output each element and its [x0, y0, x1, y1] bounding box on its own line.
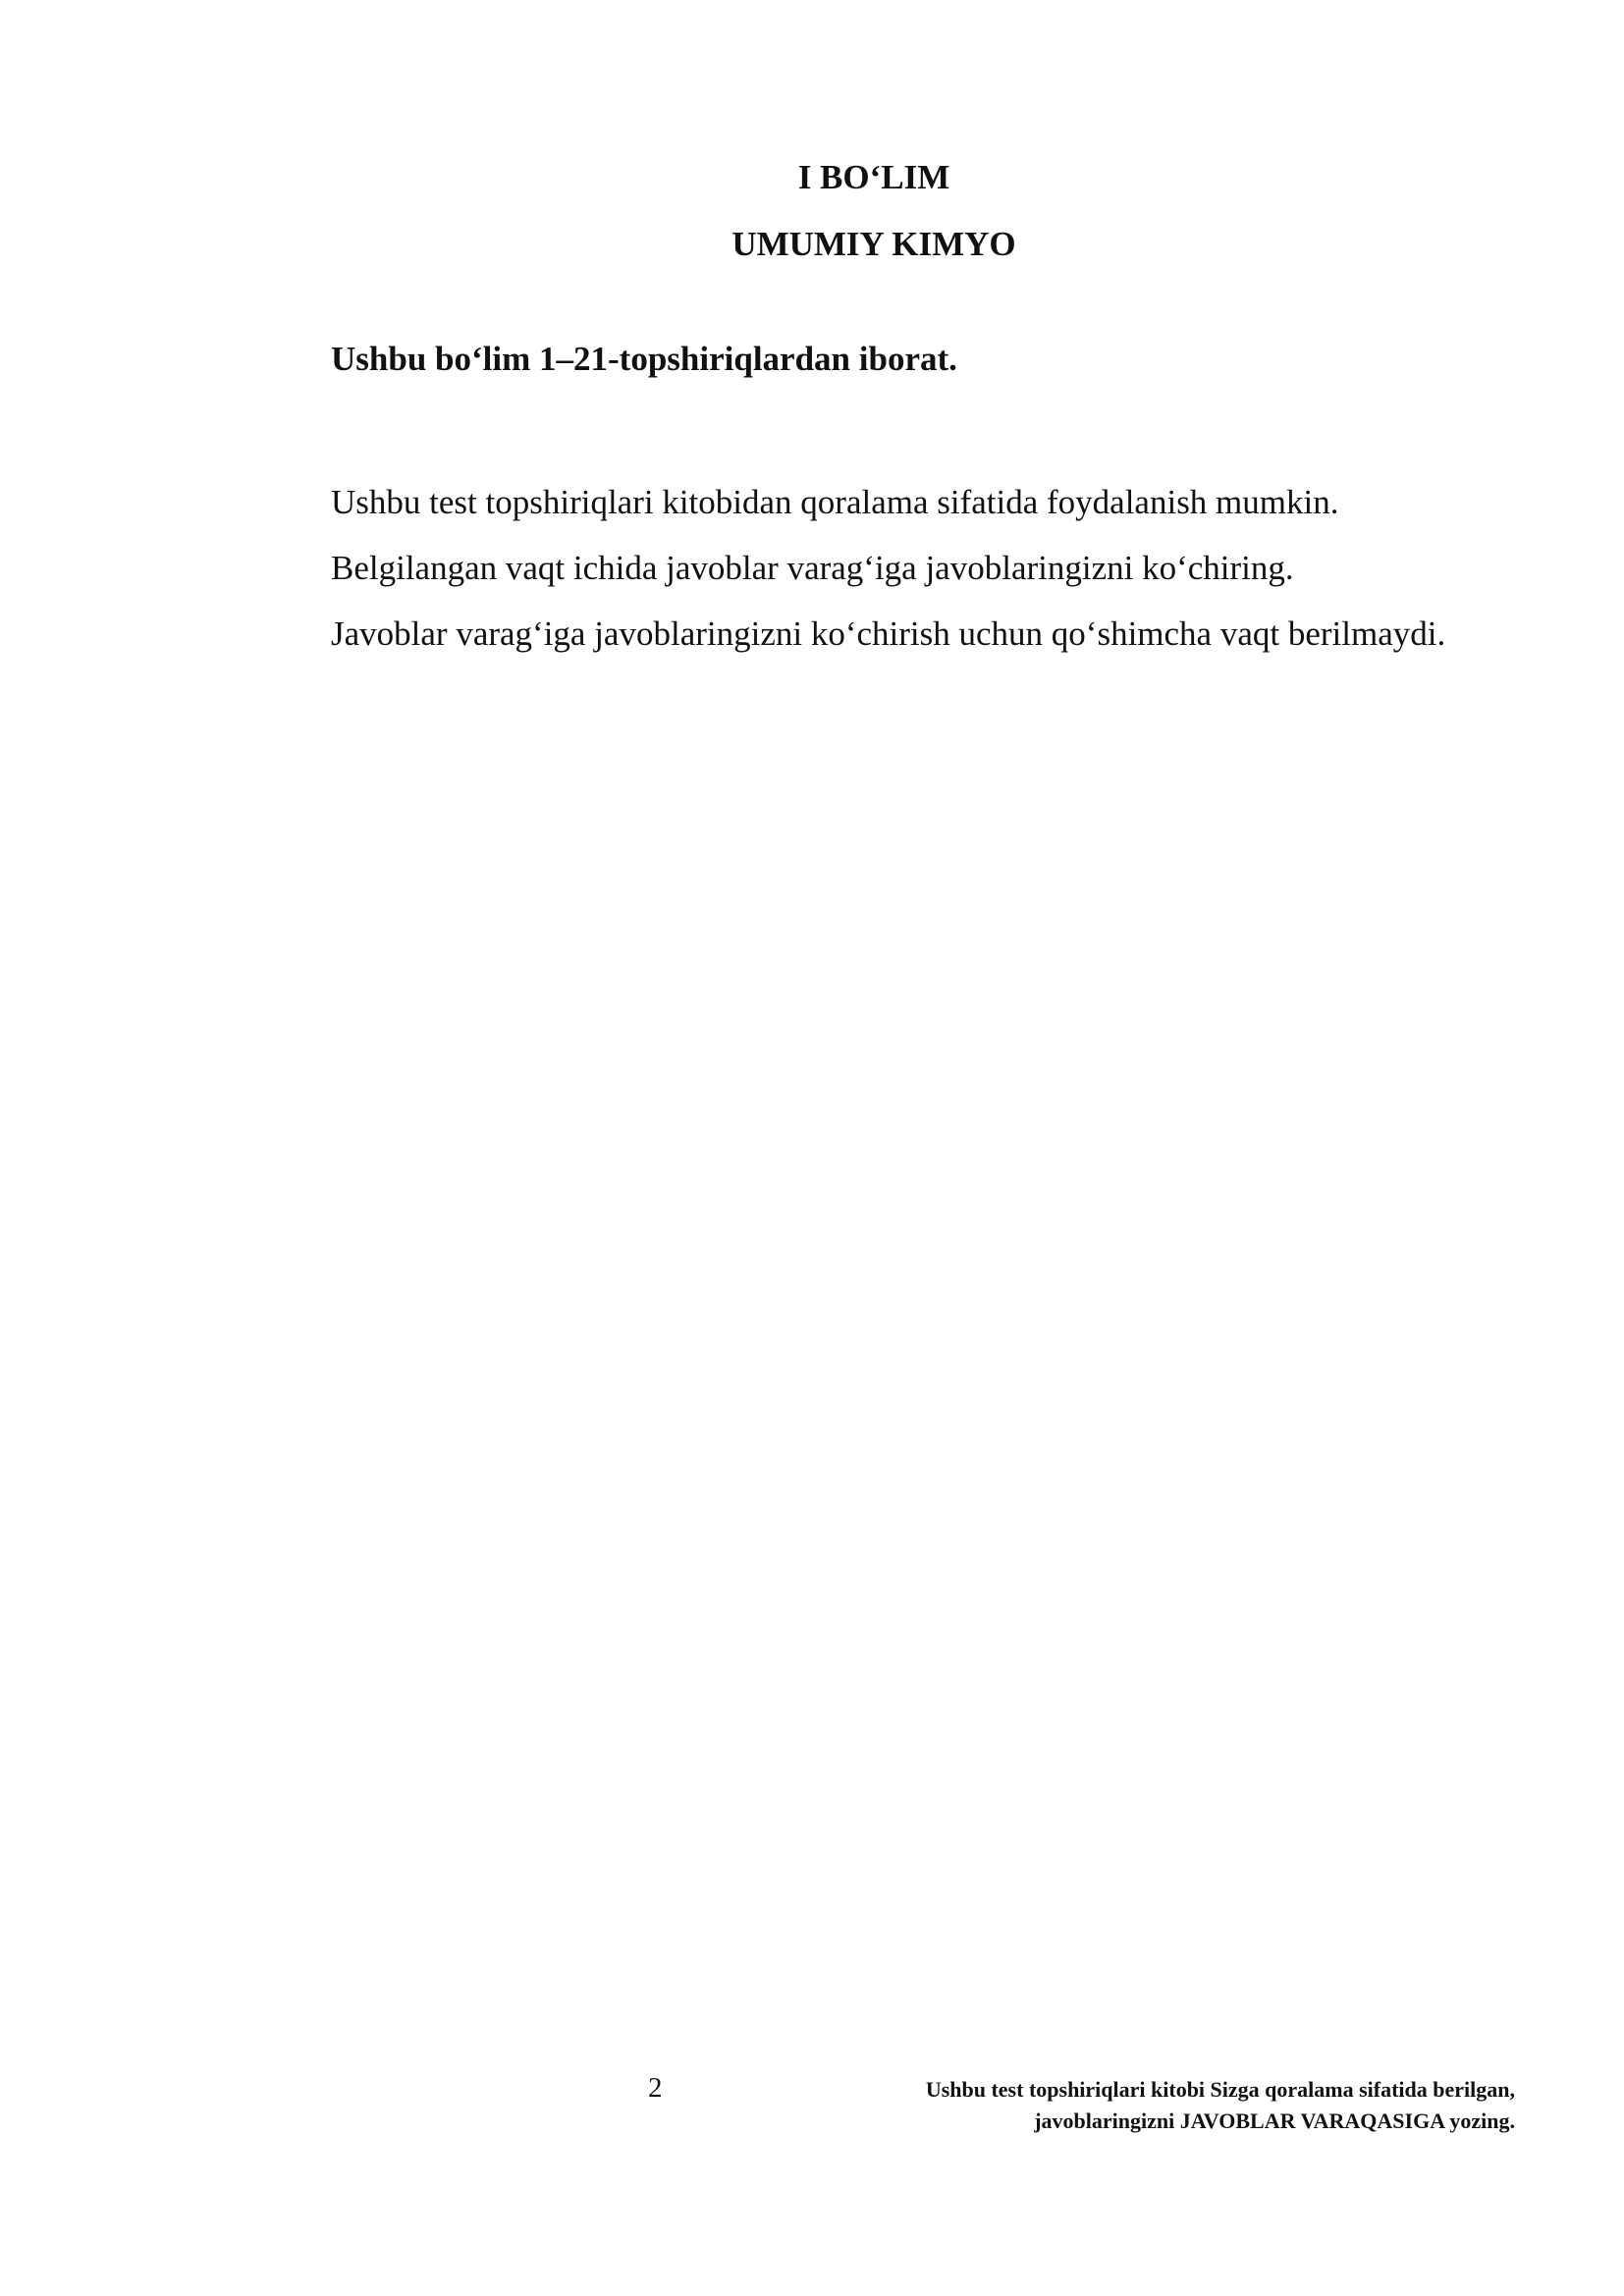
instructions-block [233, 469, 1515, 667]
instruction-paragraph: Javoblar varag‘iga javoblaringizni ko‘chirish uchun qo‘shimcha vaqt berilmaydi. [331, 614, 1446, 653]
footer-note-line: Ushbu test topshiriqlari kitobi Sizga qoralama sifatida berilgan, [925, 2077, 1515, 2102]
section-part-heading: I BO‘LIM [797, 158, 950, 196]
footer-note-line: javoblaringizni JAVOBLAR VARAQASIGA yozing. [1034, 2109, 1515, 2133]
section-intro: Ushbu bo‘lim 1–21-topshiriqlardan iborat. [331, 340, 957, 378]
section-title-heading: UMUMIY KIMYO [731, 225, 1016, 263]
footer-note [769, 2074, 1515, 2137]
instruction-paragraph: Ushbu test topshiriqlari kitobidan qoralama sifatida foydalanish mumkin. [331, 483, 1339, 521]
page-number: 2 [648, 2072, 663, 2104]
instruction-paragraph: Belgilangan vaqt ichida javoblar varag‘iga javoblaringizni ko‘chiring. [331, 549, 1294, 587]
